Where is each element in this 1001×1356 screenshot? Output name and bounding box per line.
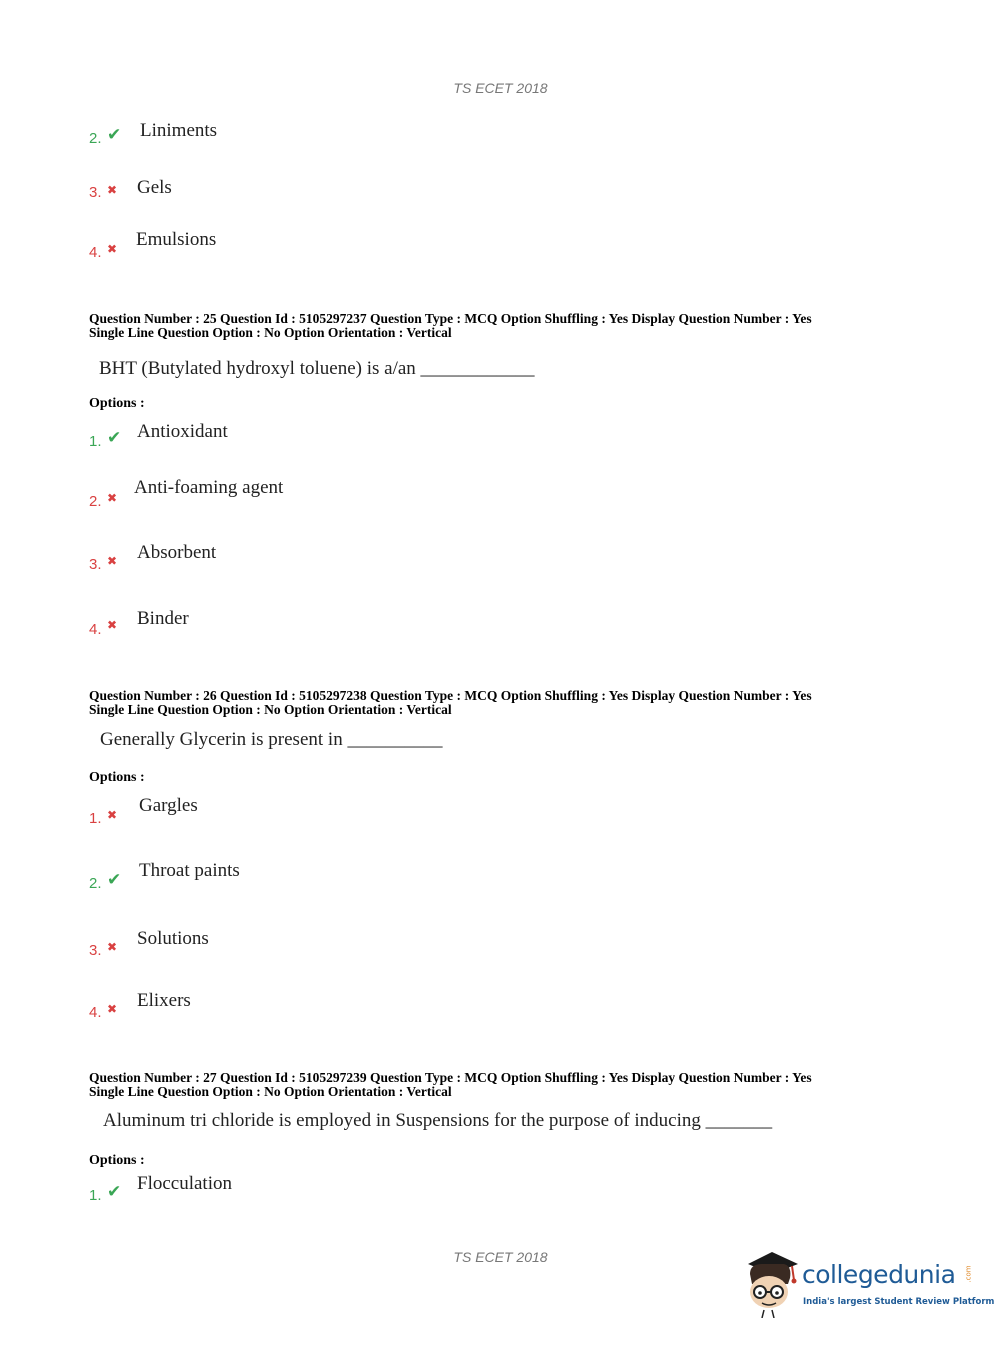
correct-check-icon: ✔ <box>107 428 122 448</box>
option-text: Gels <box>137 177 172 198</box>
wrong-cross-icon: ✖ <box>107 618 118 632</box>
question-meta: Question Number : 26 Question Id : 5105297238 Question Type : MCQ Option Shuffling : Yes Display Question Number : Yes Single Line Question Option : No Option Orientation : Vertical <box>89 688 812 717</box>
mascot-icon <box>742 1250 800 1318</box>
page-header: TS ECET 2018 <box>453 80 548 96</box>
question-text: BHT (Butylated hydroxyl toluene) is a/an ____________ <box>99 358 535 379</box>
option-text: Absorbent <box>137 542 217 563</box>
option-number: 4. <box>89 621 102 638</box>
wrong-cross-icon: ✖ <box>107 491 118 505</box>
option-number: 3. <box>89 184 102 201</box>
question-text: Aluminum tri chloride is employed in Suspensions for the purpose of inducing _______ <box>103 1110 773 1131</box>
option-number: 2. <box>89 130 102 147</box>
wrong-cross-icon: ✖ <box>107 242 118 256</box>
wrong-cross-icon: ✖ <box>107 808 118 822</box>
option-text: Binder <box>137 608 189 629</box>
option-number: 4. <box>89 1004 102 1021</box>
page-footer: TS ECET 2018 <box>453 1249 548 1265</box>
option-text: Gargles <box>139 795 198 816</box>
option-text: Elixers <box>137 990 191 1011</box>
option-number: 4. <box>89 244 102 261</box>
option-text: Emulsions <box>136 229 217 250</box>
brand-domain: .com <box>964 1265 973 1283</box>
wrong-cross-icon: ✖ <box>107 940 118 954</box>
option-number: 3. <box>89 942 102 959</box>
wrong-cross-icon: ✖ <box>107 183 118 197</box>
collegedunia-logo <box>742 1250 995 1320</box>
correct-check-icon: ✔ <box>107 125 122 145</box>
question-meta: Question Number : 27 Question Id : 5105297239 Question Type : MCQ Option Shuffling : Yes Display Question Number : Yes Single Line Question Option : No Option Orientation : Vertical <box>89 1070 812 1099</box>
options-label: Options : <box>89 396 145 411</box>
correct-check-icon: ✔ <box>107 1182 122 1202</box>
option-number: 2. <box>89 493 102 510</box>
wrong-cross-icon: ✖ <box>107 1002 118 1016</box>
question-meta: Question Number : 25 Question Id : 5105297237 Question Type : MCQ Option Shuffling : Yes Display Question Number : Yes Single Line Question Option : No Option Orientation : Vertical <box>89 311 812 340</box>
question-text: Generally Glycerin is present in __________ <box>100 729 443 750</box>
option-text: Throat paints <box>139 860 240 881</box>
option-number: 1. <box>89 1187 102 1204</box>
wrong-cross-icon: ✖ <box>107 554 118 568</box>
options-label: Options : <box>89 1153 145 1168</box>
option-text: Anti-foaming agent <box>134 477 284 498</box>
brand-tagline: India's largest Student Review Platform <box>803 1297 995 1307</box>
option-text: Solutions <box>137 928 209 949</box>
option-number: 1. <box>89 433 102 450</box>
option-number: 3. <box>89 556 102 573</box>
option-number: 2. <box>89 875 102 892</box>
option-number: 1. <box>89 810 102 827</box>
options-label: Options : <box>89 770 145 785</box>
correct-check-icon: ✔ <box>107 870 122 890</box>
brand-name: collegedunia <box>802 1260 956 1289</box>
option-text: Liniments <box>140 120 218 141</box>
option-text: Flocculation <box>137 1173 232 1194</box>
option-text: Antioxidant <box>137 421 228 442</box>
